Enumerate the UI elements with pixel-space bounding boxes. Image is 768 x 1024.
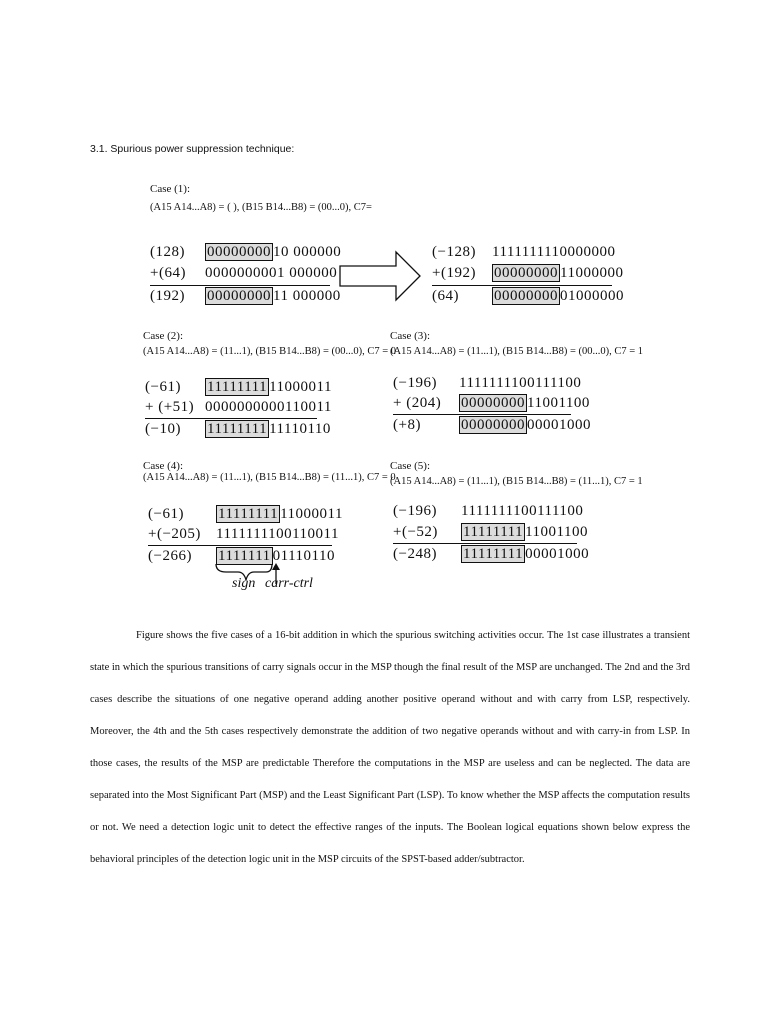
case5-label: Case (5): — [390, 460, 431, 472]
case2-sum-rule — [145, 418, 317, 419]
case3-row-3: (+8) 00000000 00001000 — [393, 417, 591, 433]
case4-row-3: (−266) 1111111 01110110 — [148, 548, 336, 564]
case3-condition: (A15 A14...A8) = (11...1), (B15 B14...B8) = (00...0), C7 = 1 — [390, 346, 644, 357]
section-heading: 3.1. Spurious power suppression technique: — [90, 143, 295, 155]
body-paragraph — [90, 620, 690, 876]
case1-sum-rule — [150, 285, 330, 286]
case3-row-2: + (204) 00000000 11001100 — [393, 395, 590, 411]
case1-right-row-1: (−128) 1111111110000000 — [432, 244, 616, 260]
case1-right-row-2: +(192) 00000000 11000000 — [432, 265, 624, 281]
case2-condition: (A15 A14...A8) = (11...1), (B15 B14...B8) = (00...0), C7 = 0 — [143, 346, 397, 357]
carry-ctrl-label: carr-ctrl — [265, 576, 313, 591]
case1-row-3: (192) 00000000 11 000000 — [150, 288, 341, 304]
case5-row-3: (−248) 11111111 00001000 — [393, 546, 590, 562]
case1-row-2: +(64) 0000000001 000000 — [150, 265, 338, 281]
case4-sum-rule — [148, 545, 332, 546]
case5-sum-rule — [393, 543, 577, 544]
case4-label: Case (4): — [143, 460, 184, 472]
paragraph-text: Figure shows the five cases of a 16-bit addition in which the spurious switching activities occur. The 1st case illustrates a transient state in which the spurious transitions of carry signals occur in the MSP though the final result of the MSP are unchanged. The 2nd and the 3rd cases describe the situations of one negative operand adding another positive operand without and with carry from LSP, respectively. Moreover, the 4th and the 5th cases respectively demonstrate the addition of two negative operands without and with carry-in from LSP. In those cases, the results of the MSP are predictable Therefore the computations in the MSP are useless and can be neglected. The data are separated into the Most Significant Part (MSP) and the Least Significant Part (LSP). To know whether the MSP affects the computation results or not. We need a detection logic unit to detect the effective ranges of the inputs. The Boolean logical equations shown below express the behavioral principles of the detection logic unit in the MSP circuits of the SPST-based adder/subtractor. — [90, 630, 690, 865]
case1-right-sum-rule — [432, 285, 612, 286]
sign-label: sign — [232, 576, 256, 591]
case4-row-1: (−61) 11111111 11000011 — [148, 506, 343, 522]
case4-row-2: +(−205) 1111111100110011 — [148, 526, 339, 542]
case2-row-2: + (+51) 0000000000110011 — [145, 399, 332, 415]
case4-condition: (A15 A14...A8) = (11...1), (B15 B14...B8) = (11...1), C7 = 0 — [143, 472, 396, 483]
case2-row-1: (−61) 11111111 11000011 — [145, 379, 332, 395]
case3-row-1: (−196) 1111111100111100 — [393, 375, 582, 391]
case3-label: Case (3): — [390, 330, 431, 342]
case3-sum-rule — [393, 414, 571, 415]
case5-row-2: +(−52) 11111111 11001100 — [393, 524, 588, 540]
transform-arrow-icon — [338, 250, 422, 302]
case1-right-row-3: (64) 00000000 01000000 — [432, 288, 624, 304]
case1-row-1: (128) 00000000 10 000000 — [150, 244, 342, 260]
case2-row-3: (−10) 11111111 11110110 — [145, 421, 331, 437]
case1-label: Case (1): — [150, 183, 191, 195]
case1-condition: (A15 A14...A8) = ( ), (B15 B14...B8) = (00...0), C7= — [150, 202, 372, 213]
case5-condition: (A15 A14...A8) = (11...1), (B15 B14...B8) = (11...1), C7 = 1 — [390, 476, 643, 487]
case5-row-1: (−196) 1111111100111100 — [393, 503, 584, 519]
case2-label: Case (2): — [143, 330, 184, 342]
